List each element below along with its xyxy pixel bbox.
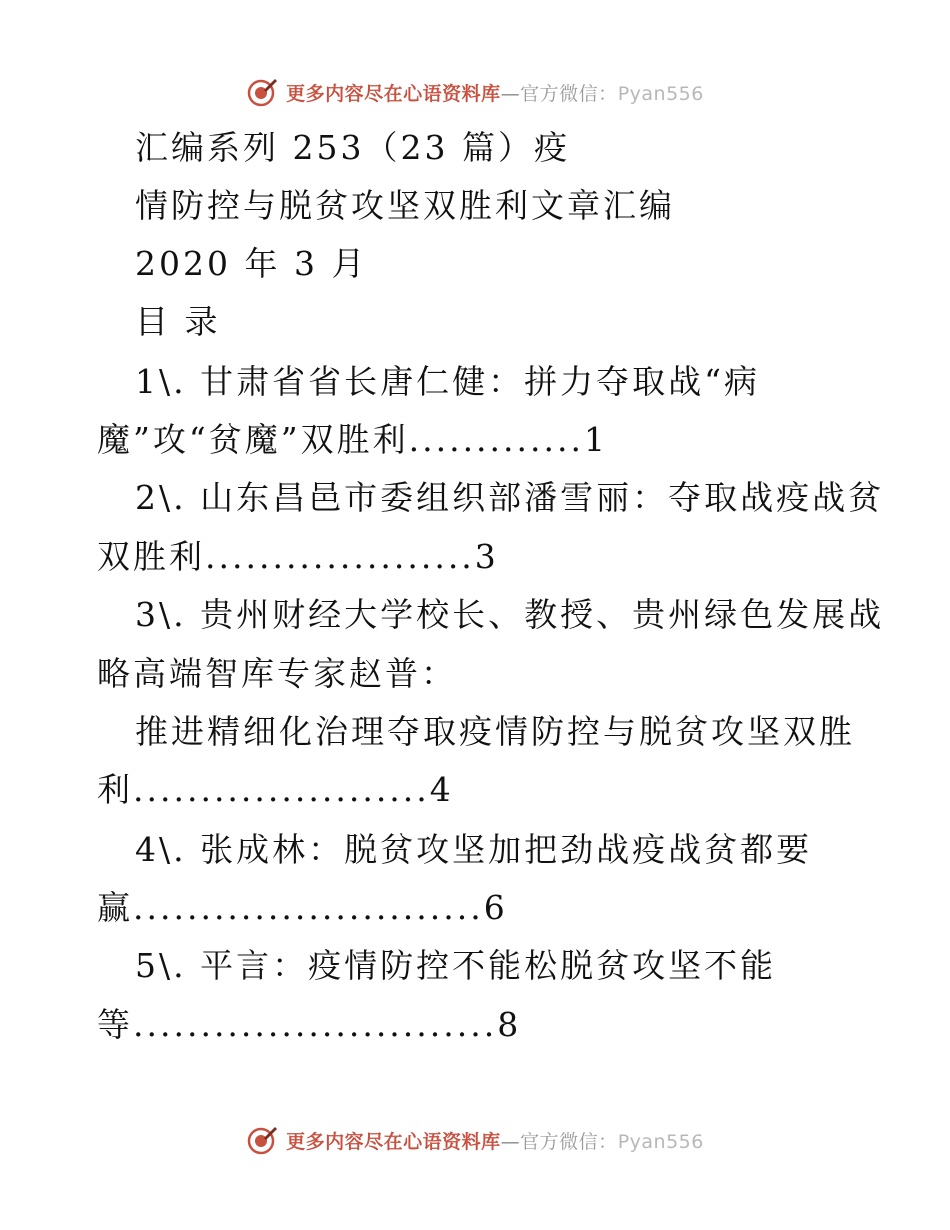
watermark-text: 更多内容尽在心语资料库—官方微信：Pyan556 [286,82,704,105]
toc-item-2-line-1: 2\. 山东昌邑市委组织部潘雪丽：夺取战疫战贫 [135,478,885,517]
toc-item-4-line-2: 赢..........................6 [97,888,508,927]
watermark-text: 更多内容尽在心语资料库—官方微信：Pyan556 [286,1130,704,1153]
toc-item-4-line-1: 4\. 张成林：脱贫攻坚加把劲战疫战贫都要 [135,830,813,869]
toc-item-1-line-2: 魔”攻“贫魔”双胜利.............1 [97,420,608,459]
toc-item-1-line-1: 1\. 甘肃省省长唐仁健：拼力夺取战“病 [135,362,760,401]
toc-heading: 目 录 [135,302,221,341]
toc-item-5-line-2: 等...........................8 [97,1005,522,1044]
toc-item-2-line-2: 双胜利....................3 [97,537,499,576]
toc-item-5-line-1: 5\. 平言：疫情防控不能松脱贫攻坚不能 [135,946,777,985]
toc-item-3-line-3: 推进精细化治理夺取疫情防控与脱贫攻坚双胜 [135,712,855,751]
pen-logo-icon [246,1124,278,1156]
doc-title-line-2: 情防控与脱贫攻坚双胜利文章汇编 [135,186,675,225]
doc-title-line-1: 汇编系列 253（23 篇）疫 [135,128,570,167]
toc-item-3-line-4: 利......................4 [97,770,454,809]
header-watermark [0,72,950,112]
footer-watermark [0,1120,950,1160]
toc-item-3-line-2: 略高端智库专家赵普： [97,654,457,693]
toc-item-3-line-1: 3\. 贵州财经大学校长、教授、贵州绿色发展战 [135,595,885,634]
doc-date: 2020 年 3 月 [135,244,368,283]
pen-logo-icon [246,76,278,108]
